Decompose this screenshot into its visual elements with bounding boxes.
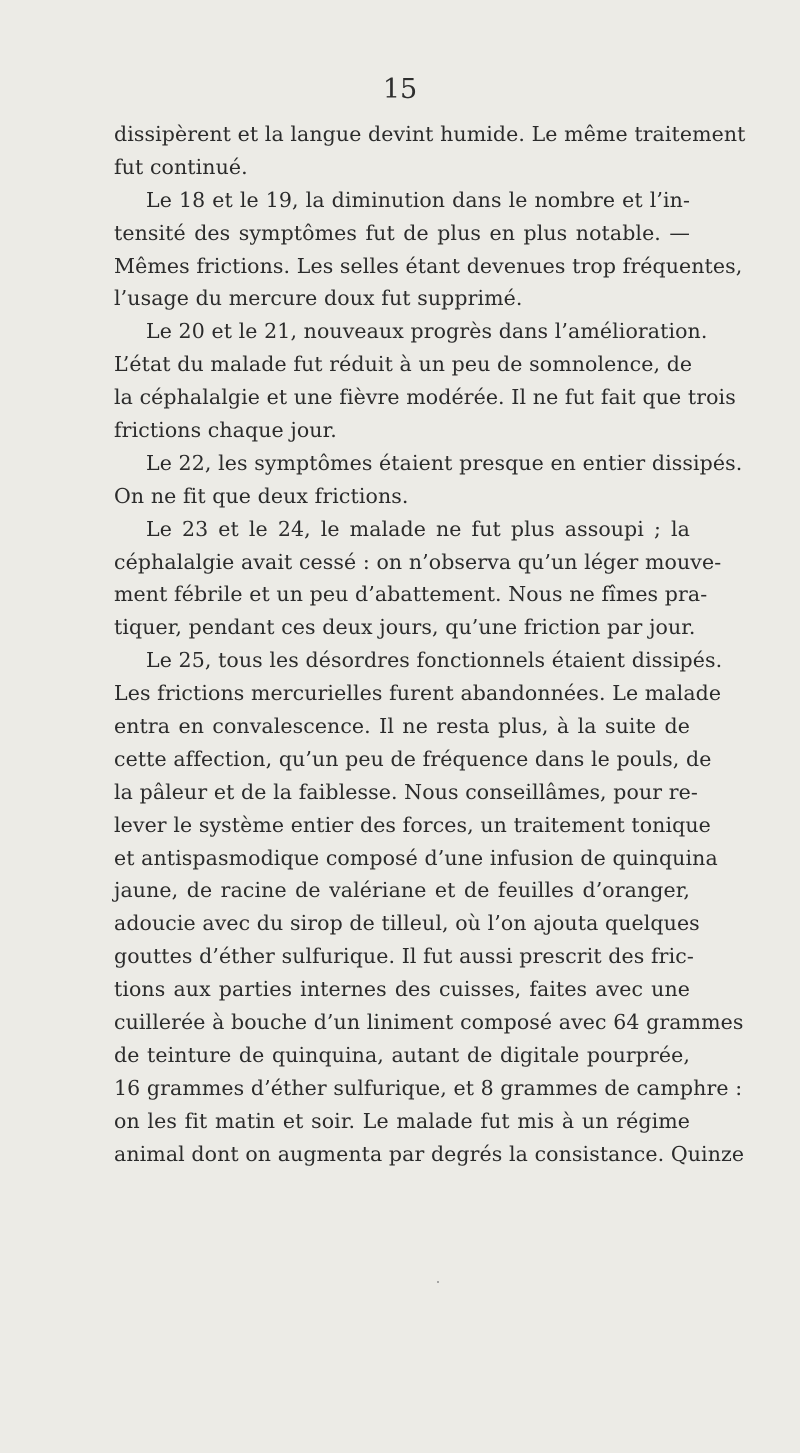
text-line: lever le système entier des forces, un traitement tonique [114, 812, 711, 837]
text-line: tions aux parties internes des cuisses, faites avec une [114, 977, 690, 1002]
text-line: entra en convalescence. Il ne resta plus, à la suite de [114, 714, 690, 739]
text-line: animal dont on augmenta par degrés la consistance. Quinze [114, 1141, 745, 1166]
text-line: L’état du malade fut réduit à un peu de somnolence, de [114, 352, 693, 377]
text-line: et antispasmodique composé d’une infusion de quinquina [114, 845, 718, 870]
text-line: céphalalgie avait cessé : on n’observa qu’un léger mouve- [114, 549, 722, 574]
body-text [114, 118, 746, 1171]
text-line: On ne fit que deux frictions. [114, 483, 409, 508]
text-line: Le 25, tous les désordres fonctionnels étaient dissipés. [146, 648, 723, 673]
text-line: tiquer, pendant ces deux jours, qu’une friction par jour. [114, 615, 696, 640]
text-line: Le 18 et le 19, la diminution dans le nombre et l’in- [146, 187, 690, 212]
text-line: tensité des symptômes fut de plus en plus notable. — [114, 220, 690, 245]
text-line: Mêmes frictions. Les selles étant devenues trop fréquentes, [114, 253, 743, 278]
text-line: gouttes d’éther sulfurique. Il fut aussi prescrit des fric- [114, 944, 694, 969]
text-line: la pâleur et de la faiblesse. Nous conseillâmes, pour re- [114, 779, 698, 804]
text-line: cette affection, qu’un peu de fréquence dans le pouls, de [114, 746, 712, 771]
text-line: fut continué. [114, 154, 248, 179]
text-line: de teinture de quinquina, autant de digitale pourprée, [114, 1042, 690, 1067]
text-line: Les frictions mercurielles furent abandonnées. Le malade [114, 681, 722, 706]
text-line: jaune, de racine de valériane et de feuilles d’oranger, [114, 878, 690, 903]
text-line: Le 22, les symptômes étaient presque en entier dissipés. [146, 450, 743, 475]
text-line: ment fébrile et un peu d’abattement. Nous ne fîmes pra- [114, 582, 708, 607]
text-line: on les fit matin et soir. Le malade fut mis à un régime [114, 1108, 690, 1133]
text-line: frictions chaque jour. [114, 418, 337, 443]
text-line: 16 grammes d’éther sulfurique, et 8 grammes de camphre : [114, 1075, 743, 1100]
text-line: l’usage du mercure doux fut supprimé. [114, 286, 523, 311]
text-line: Le 23 et le 24, le malade ne fut plus assoupi ; la [146, 516, 690, 541]
paper-speck [437, 1281, 439, 1283]
text-line: dissipèrent et la langue devint humide. Le même traitement [114, 122, 746, 146]
text-line: Le 20 et le 21, nouveaux progrès dans l’amélioration. [146, 319, 708, 344]
text-line: adoucie avec du sirop de tilleul, où l’on ajouta quelques [114, 911, 700, 936]
text-line: cuillerée à bouche d’un liniment composé avec 64 grammes [114, 1010, 744, 1035]
page-number: 15 [382, 74, 418, 105]
text-line: la céphalalgie et une fièvre modérée. Il ne fut fait que trois [114, 385, 736, 410]
